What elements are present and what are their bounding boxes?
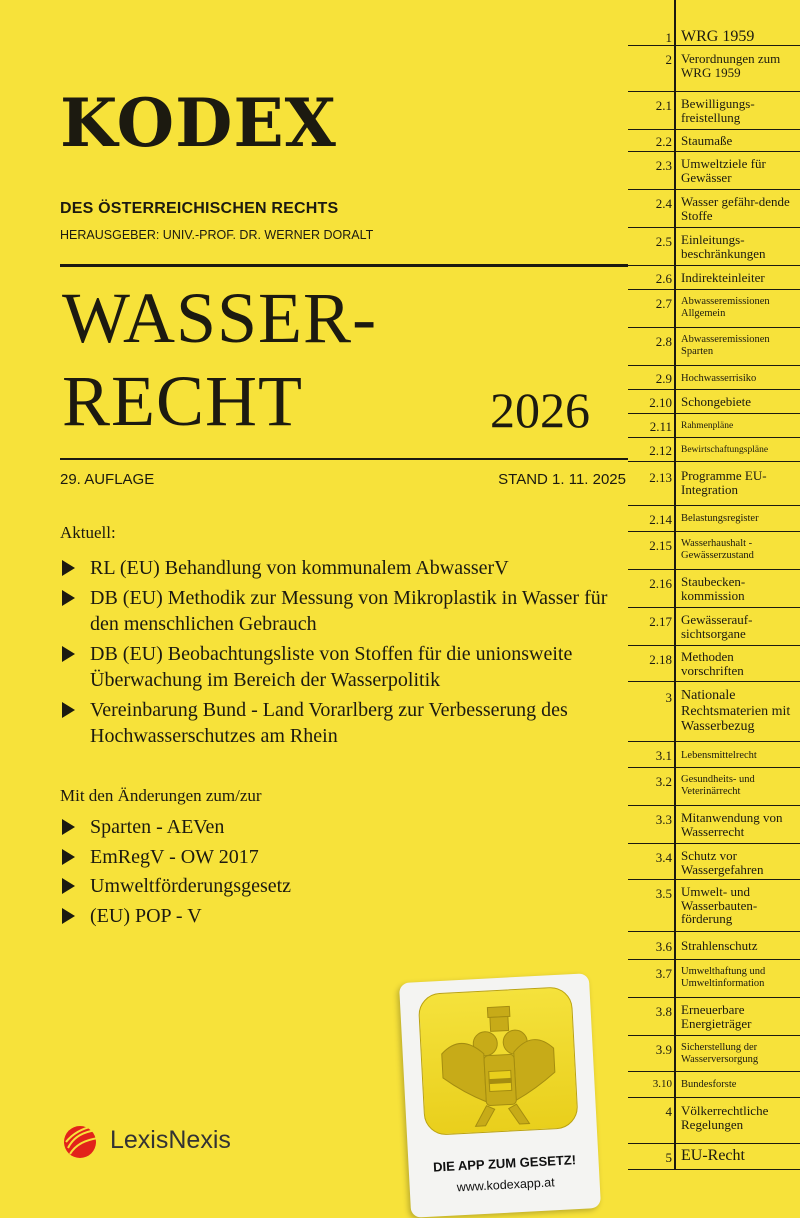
edition-number: 29. AUFLAGE [60, 471, 155, 488]
list-item: DB (EU) Methodik zur Messung von Mikroplastik in Wasser für den menschlichen Gebrauch [60, 585, 630, 638]
register-tab[interactable]: 2.15 Wasserhaushalt - Gewässerzustand [628, 532, 800, 570]
register-tab[interactable]: 3 Nationale Rechtsmaterien mit Wasserbezug [628, 682, 800, 742]
title-line-2: RECHT [62, 361, 304, 441]
register-tab[interactable]: 2 Verordnungen zum WRG 1959 [628, 46, 800, 92]
register-tab[interactable]: 2.17 Gewässerauf-sichtsorgane [628, 608, 800, 646]
triangle-bullet-icon [62, 702, 75, 718]
app-slogan: DIE APP ZUM GESETZ! [432, 1152, 577, 1175]
register-tab[interactable]: 3.1 Lebensmittelrecht [628, 742, 800, 768]
triangle-bullet-icon [62, 646, 75, 662]
app-advert [399, 973, 601, 1218]
triangle-bullet-icon [62, 849, 75, 865]
triangle-bullet-icon [62, 590, 75, 606]
register-tab[interactable]: 3.10 Bundesforste [628, 1072, 800, 1098]
changes-heading: Mit den Änderungen zum/zur [60, 786, 262, 805]
aktuell-heading: Aktuell: [60, 523, 116, 542]
triangle-bullet-icon [62, 908, 75, 924]
triangle-bullet-icon [62, 878, 75, 894]
legal-status-date: STAND 1. 11. 2025 [498, 471, 626, 488]
register-tab[interactable]: 2.3 Umweltziele für Gewässer [628, 152, 800, 190]
register-tab[interactable]: 3.8 Erneuerbare Energieträger [628, 998, 800, 1036]
publisher-logo [58, 1118, 231, 1162]
register-tab[interactable]: 3.5 Umwelt- und Wasserbauten-förderung [628, 880, 800, 932]
changes-list [60, 814, 291, 932]
register-tab[interactable]: 2.8 Abwasseremissionen Sparten [628, 328, 800, 366]
publisher-name: LexisNexis [110, 1125, 231, 1154]
register-tab[interactable]: 2.1 Bewilligungs-freistellung [628, 92, 800, 130]
title-line-1: WASSER- [62, 278, 378, 358]
series-brand: KODEX [60, 84, 337, 162]
register-tab[interactable]: 3.4 Schutz vor Wassergefahren [628, 844, 800, 880]
register-tab[interactable]: 2.7 Abwasseremissionen Allgemein [628, 290, 800, 328]
register-tab[interactable]: 3.6 Strahlenschutz [628, 932, 800, 960]
edition-year: 2026 [490, 382, 590, 438]
triangle-bullet-icon [62, 560, 75, 576]
app-icon [418, 986, 579, 1136]
list-item: Vereinbarung Bund - Land Vorarlberg zur Verbesserung des Hochwasserschutzes am Rhein [60, 697, 630, 750]
register-tab[interactable]: 2.6 Indirekteinleiter [628, 266, 800, 290]
register-tab[interactable]: 2.12 Bewirtschaftungspläne [628, 438, 800, 462]
list-item: EmRegV - OW 2017 [60, 844, 291, 871]
list-item: Sparten - AEVen [60, 814, 291, 841]
register-tab[interactable]: 3.3 Mitanwendung von Wasserrecht [628, 806, 800, 844]
register-tab[interactable]: 2.9 Hochwasserrisiko [628, 366, 800, 390]
register-tab[interactable]: 2.10 Schongebiete [628, 390, 800, 414]
register-tab[interactable]: 1 WRG 1959 [628, 26, 800, 46]
register-tab[interactable]: 4 Völkerrechtliche Regelungen [628, 1098, 800, 1144]
triangle-bullet-icon [62, 819, 75, 835]
register-tab[interactable]: 2.5 Einleitungs-beschränkungen [628, 228, 800, 266]
austrian-eagle-icon [419, 987, 578, 1135]
list-item: Umweltförderungsgesetz [60, 873, 291, 900]
list-item: RL (EU) Behandlung von kommunalem AbwasserV [60, 555, 630, 582]
register-tab[interactable]: 3.9 Sicherstellung der Wasserversorgung [628, 1036, 800, 1072]
register-tab[interactable]: 2.14 Belastungsregister [628, 506, 800, 532]
register-tab[interactable]: 3.2 Gesundheits- und Veterinärrecht [628, 768, 800, 806]
list-item: (EU) POP - V [60, 903, 291, 930]
aktuell-list [60, 555, 630, 753]
register-tab[interactable]: 2.16 Staubecken-kommission [628, 570, 800, 608]
register-tab[interactable]: 3.7 Umwelthaftung und Umweltinformation [628, 960, 800, 998]
register-tabs [628, 0, 800, 1209]
register-tab[interactable]: 2.2 Staumaße [628, 130, 800, 152]
editor-line: HERAUSGEBER: UNIV.-PROF. DR. WERNER DORALT [60, 228, 374, 242]
register-tab[interactable]: 2.13 Programme EU-Integration [628, 462, 800, 506]
register-tab[interactable]: 2.11 Rahmenpläne [628, 414, 800, 438]
list-item: DB (EU) Beobachtungsliste von Stoffen für die unionsweite Überwachung im Bereich der Wasserpolitik [60, 641, 630, 694]
divider-top [60, 264, 628, 267]
lexisnexis-flame-icon [58, 1118, 102, 1162]
divider-bottom [60, 458, 628, 460]
register-tab[interactable]: 5 EU-Recht [628, 1144, 800, 1170]
register-tab[interactable]: 2.18 Methoden vorschriften [628, 646, 800, 682]
series-subtitle: DES ÖSTERREICHISCHEN RECHTS [60, 200, 339, 217]
register-tab[interactable]: 2.4 Wasser gefähr-dende Stoffe [628, 190, 800, 228]
app-url: www.kodexapp.at [456, 1175, 555, 1195]
